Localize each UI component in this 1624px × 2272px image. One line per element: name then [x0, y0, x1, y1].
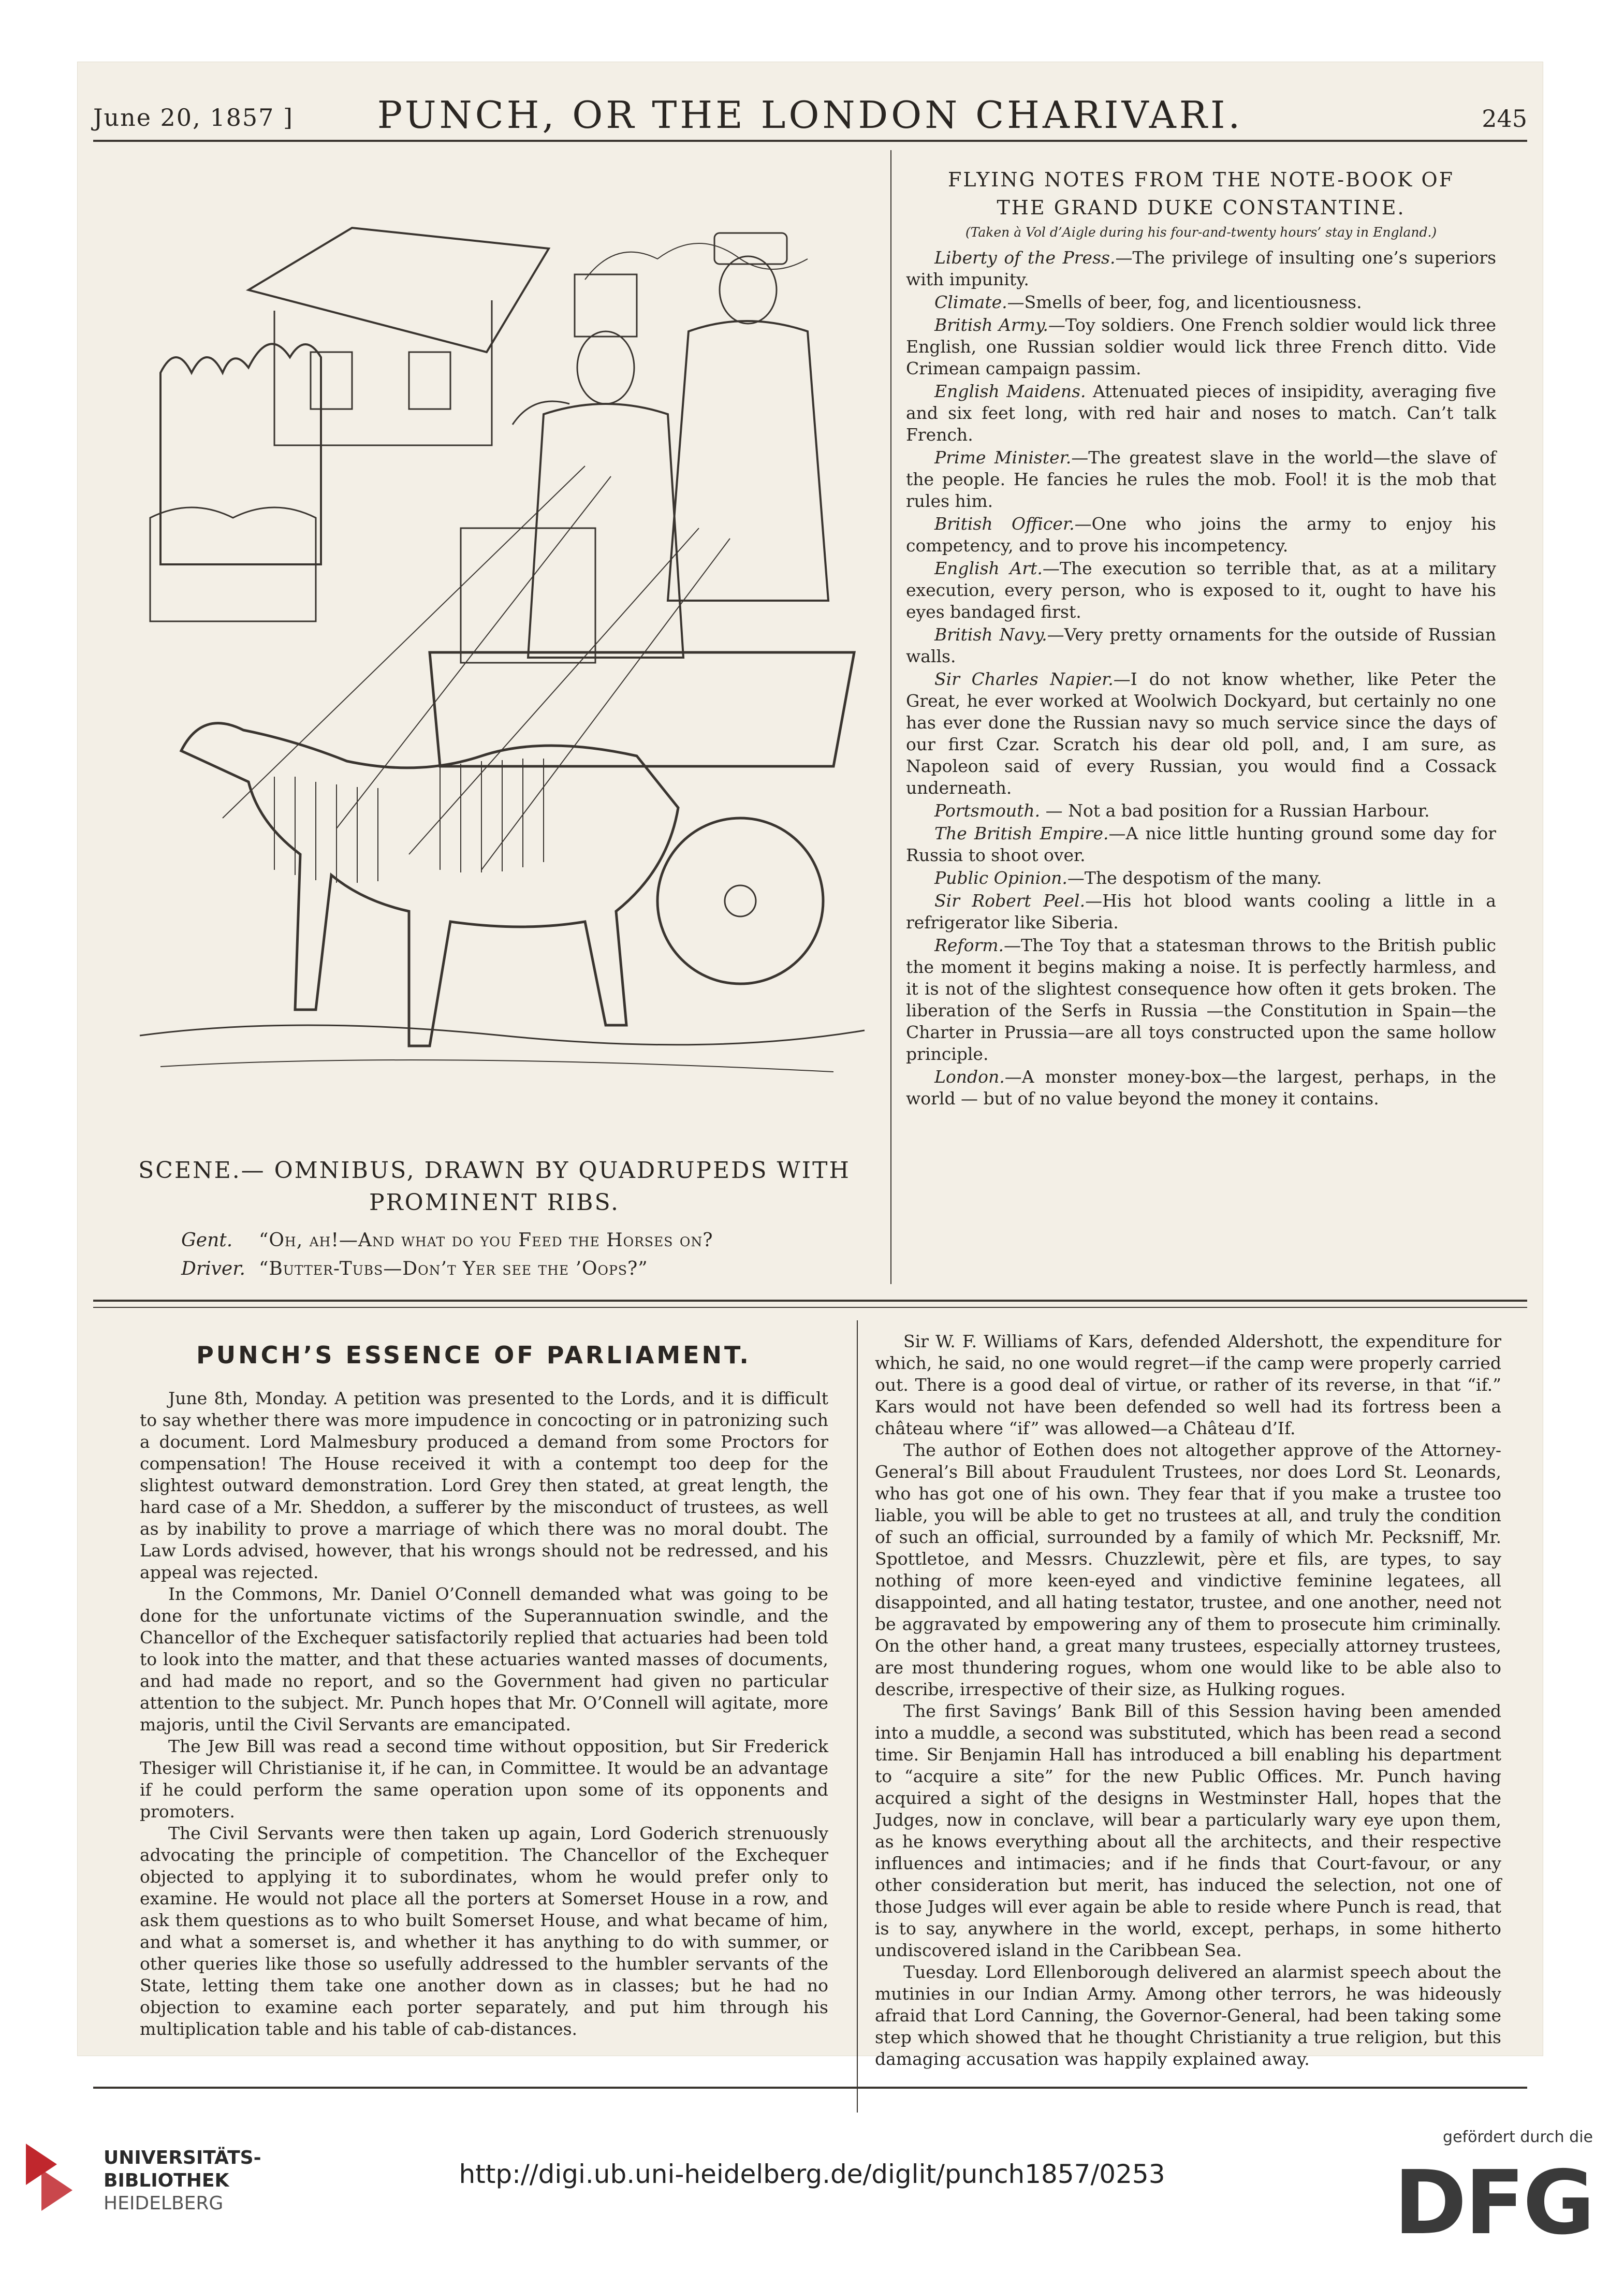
note-text: —Very pretty ornaments for the outside of Russian walls. — [906, 624, 1497, 666]
speaker-driver: Driver. — [181, 1258, 245, 1279]
note-entry — [906, 447, 1496, 512]
funding-note: gefördert durch die — [1443, 2128, 1593, 2146]
essence-paragraph: The author of Eothen does not altogether approve of the Attorney-General’s Bill about Fraudulent Trustees, nor does Lord St. Leonards, who has got one of his own. They fear that if you make a trustee too liable, you will be able to get no trustees at all, and truly the condition of such an official, surrounded by a family of which Mr. Pecksniff, Mr. Spottletoe, and Messrs. Chuzzlewit, père et fils, are types, to say nothing of more keen-eyed and vindictive feminine legatees, all disappointed, and all hating testator, trustee, and one another, need not be aggravated by empowering any of them to prosecute him criminally. On the other hand, a great many trustees, especially attorney trustees, are most thundering rogues, whom one would like to be able also to describe, irrespective of their size, as Hulking rogues. — [875, 1440, 1501, 1699]
note-entry — [906, 381, 1496, 446]
note-keyword: London. — [934, 1067, 1005, 1087]
notes-title-line2: THE GRAND DUKE CONSTANTINE. — [997, 196, 1406, 219]
note-entry — [906, 800, 1496, 822]
cartoon-title-line1: SCENE.— OMNIBUS, DRAWN BY QUADRUPEDS WITH — [138, 1157, 851, 1184]
note-entry — [906, 247, 1496, 290]
note-keyword: Sir Charles Napier. — [934, 669, 1114, 689]
note-keyword: Liberty of the Press. — [934, 247, 1116, 268]
note-text: — Not a bad position for a Russian Harbour. — [1040, 800, 1430, 821]
note-text: —Toy soldiers. One French soldier would lick three English, one Russian soldier would lick three French ditto. Vide Crimean campaign passim. — [906, 315, 1496, 378]
note-entry — [906, 935, 1496, 1065]
note-keyword: The British Empire. — [934, 823, 1109, 843]
essence-paragraph: The first Savings’ Bank Bill of this Session having been amended into a muddle, a second was substituted, which has been read a second time. Sir Benjamin Hall has introduced a bill enabling his department to “acquire a site” for the new Public Offices. Mr. Punch having acquired a sight of the designs in Westminster Hall, hopes that the Judges, now in conclave, will bear a particularly wary eye upon them, as he knows everything about all the architects, and their respective influences and intimacies; and if he finds that Court-favour, or any other consideration but merit, has induced the selection, not one of those Judges will ever again be able to reside where Punch is read, that is to say, anywhere in the world, except, perhaps, in some hitherto undiscovered island in the Caribbean Sea. — [875, 1701, 1501, 1960]
note-entry — [906, 624, 1496, 667]
note-keyword: Prime Minister. — [934, 447, 1072, 468]
section-rule-thin — [93, 1307, 1527, 1308]
note-entry — [906, 668, 1496, 799]
notes-subtitle: (Taken à Vol d’Aigle during his four-and-twenty hours’ stay in England.) — [965, 225, 1437, 240]
note-text: —The despotism of the many. — [1067, 868, 1322, 888]
library-name-line2: BIBLIOTHEK — [104, 2170, 229, 2191]
note-keyword: Climate. — [934, 292, 1007, 312]
note-text: —The Toy that a statesman throws to the British public the moment it begins making a noise. It is perfectly harmless, and it is not of the slightest consequence how often it gets broken. The liberation of the Serfs in Russia —the Constitution in Spain—the Charter in Prussia—are all toys constructed upon the same hollow principle. — [906, 935, 1496, 1064]
page-header — [93, 93, 1527, 135]
note-keyword: Public Opinion. — [934, 868, 1067, 888]
note-text: —A nice little hunting ground some day for Russia to shoot over. — [906, 823, 1496, 865]
note-entry — [906, 292, 1496, 313]
speaker-gent: Gent. — [181, 1230, 233, 1251]
publication-title: PUNCH, OR THE LONDON CHARIVARI. — [377, 93, 1243, 137]
library-name-line3: HEIDELBERG — [104, 2193, 224, 2214]
note-text: Attenuated pieces of insipidity, averaging five and six feet long, with red hair and noses to match. Can’t talk French. — [906, 381, 1497, 445]
note-keyword: English Art. — [934, 558, 1043, 578]
line-driver: “Butter-Tubs—Don’t Yer see the ’Oops?” — [259, 1258, 648, 1279]
notes-title-line1: FLYING NOTES FROM THE NOTE-BOOK OF — [948, 168, 1454, 191]
note-text: —The execution so terrible that, as at a military execution, every person, who is exposed to it, ought to have his eyes bandaged first. — [906, 558, 1496, 622]
note-entry — [906, 890, 1496, 934]
essence-paragraph: Sir W. F. Williams of Kars, defended Aldershott, the expenditure for which, he said, no one would regret—if the camp were properly carried out. There is a good deal of virtue, or rather of its reverse, in that “if.” Kars would not have been defended so well had its fortress been a château where “if” was allowed—a Château d’If. — [875, 1331, 1501, 1438]
flying-notes-article — [906, 166, 1496, 1111]
note-text: —Smells of beer, fog, and licentiousness. — [1007, 292, 1362, 312]
omnibus-engraving — [119, 155, 870, 1129]
essence-title: PUNCH’S ESSENCE OF PARLIAMENT. — [196, 1341, 751, 1369]
library-name-line1: UNIVERSITÄTS- — [104, 2147, 261, 2168]
note-keyword: Portsmouth. — [934, 800, 1041, 821]
essence-paragraph: The Jew Bill was read a second time without opposition, but Sir Frederick Thesiger will Christianise it, if he can, in Committee. It would be an advantage if he could perform the same operation upon some of its opponents and promoters. — [140, 1736, 828, 1822]
note-keyword: English Maidens. — [934, 381, 1086, 401]
cartoon-illustration — [119, 155, 870, 1129]
note-entry — [906, 1066, 1496, 1110]
footer-rule — [93, 2087, 1527, 2089]
note-entry — [906, 823, 1496, 866]
note-entry — [906, 314, 1496, 380]
cartoon-dialogue-gent — [181, 1227, 844, 1254]
note-text: —The privilege of insulting one’s superiors with impunity. — [906, 247, 1497, 289]
note-text: —One who joins the army to enjoy his competency, and to prove his incompetency. — [906, 514, 1496, 556]
note-entry — [906, 867, 1496, 889]
note-keyword: British Navy. — [934, 624, 1047, 645]
notes-list — [906, 247, 1496, 1110]
note-text: —The greatest slave in the world—the slave of the people. He fancies he rules the mob. Fool! it is the mob that rules him. — [906, 447, 1496, 511]
note-keyword: Reform. — [934, 935, 1004, 955]
note-entry — [906, 558, 1496, 623]
section-rule — [93, 1300, 1527, 1302]
line-gent: “Oh, ah!—And what do you Feed the Horses on? — [259, 1230, 713, 1251]
column-divider-top — [890, 150, 891, 1284]
dfg-logo: DFG — [1394, 2152, 1593, 2254]
source-url-link[interactable]: http://digi.ub.uni-heidelberg.de/diglit/punch1857/0253 — [459, 2159, 1165, 2189]
cartoon-title-line2: PROMINENT RIBS. — [369, 1189, 620, 1216]
note-text: —His hot blood wants cooling a little in a refrigerator like Siberia. — [906, 891, 1496, 933]
column-divider-bottom — [857, 1320, 858, 2113]
header-rule — [93, 140, 1527, 142]
essence-left-column — [140, 1388, 828, 2040]
cartoon-dialogue-driver — [181, 1256, 844, 1283]
note-keyword: British Officer. — [934, 514, 1075, 534]
essence-paragraph: June 8th, Monday. A petition was presented to the Lords, and it is difficult to say whether there was more impudence in concocting or in patronizing such a document. Lord Malmesbury produced a demand from some Proctors for compensation! The House received it with a contempt too deep for the slightest outward demonstration. Lord Grey then stated, at great length, the hard case of a Mr. Sheddon, a sufferer by the misconduct of trustees, as well as by inability to prove a marriage of which there was no moral doubt. The Law Lords advised, however, that his wrongs should not be redressed, and his appeal was rejected. — [140, 1388, 828, 1582]
essence-paragraph: Tuesday. Lord Ellenborough delivered an alarmist speech about the mutinies in our Indian Army. Among other terrors, he was hideously afraid that Lord Canning, the Governor-General, had been taking some step which showed that he thought Christianity a true religion, but this damaging accusation was happily explained away. — [875, 1962, 1501, 2069]
newspaper-page — [78, 62, 1543, 2069]
digitisation-footer — [0, 2097, 1624, 2272]
essence-paragraph: In the Commons, Mr. Daniel O’Connell demanded what was going to be done for the unfortunate victims of the Superannuation swindle, and the Chancellor of the Exchequer satisfactorily replied that actuaries had been told to look into the matter, and that these actuaries wanted masses of documents, and had made no report, and so the Government had given no particular attention to the subject. Mr. Punch hopes that Mr. O’Connell will agitate, more majoris, until the Civil Servants are emancipated. — [140, 1584, 828, 1735]
issue-date: June 20, 1857 ] — [93, 104, 294, 132]
essence-right-column — [875, 1331, 1501, 2070]
note-text: —A monster money-box—the largest, perhaps, in the world — but of no value beyond the money it contains. — [906, 1067, 1496, 1109]
essence-paragraph: The Civil Servants were then taken up again, Lord Goderich strenuously advocating the principle of competition. The Chancellor of the Exchequer objected to applying it to subordinates, whom he would prefer only to examine. He would not place all the porters at Somerset House in a row, and ask them questions as to who built Somerset House, and what became of him, and what a somerset is, and whether it has anything to do with summer, or other queries like those so usefully addressed to the humbler servants of the State, letting them take one another down as in classes; but he had no objection to examine each porter separately, and put him through his multiplication table and his table of cab-distances. — [140, 1823, 828, 2039]
note-text: —I do not know whether, like Peter the Great, he ever worked at Woolwich Dockyard, but certainly no one has ever done the Russian navy so much service since the days of our first Czar. Scratch his dear old poll, and, I am sure, as Napoleon said of every Russian, you would find a Cossack underneath. — [906, 669, 1496, 798]
note-keyword: British Army. — [934, 315, 1048, 335]
note-entry — [906, 513, 1496, 557]
page-number: 245 — [1482, 105, 1527, 133]
cartoon-title — [119, 1155, 870, 1219]
note-keyword: Sir Robert Peel. — [934, 891, 1086, 911]
